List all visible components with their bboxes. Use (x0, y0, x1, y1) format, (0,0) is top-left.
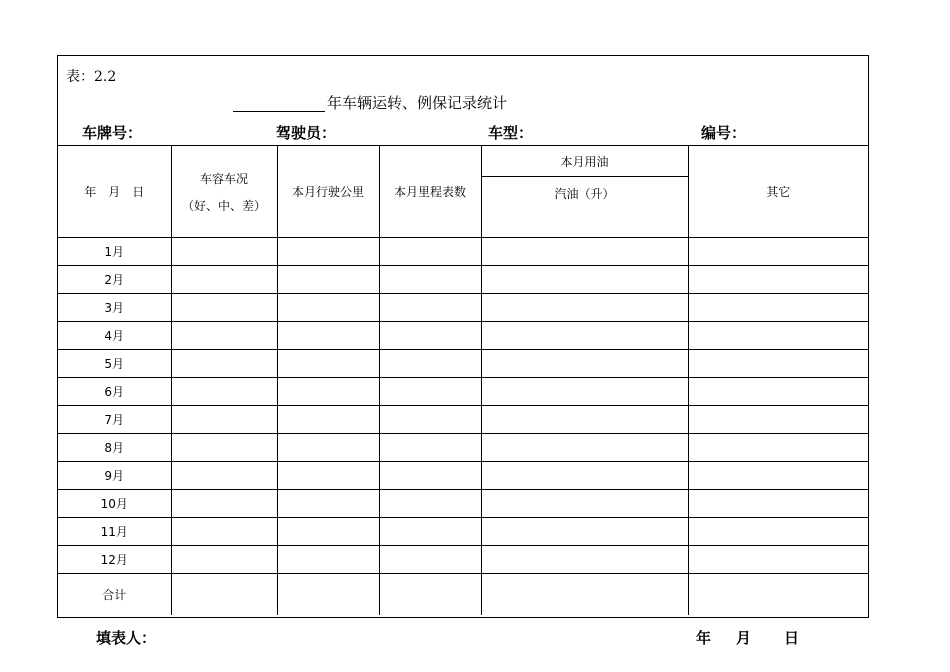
year-blank-line (233, 111, 325, 112)
data-cell[interactable] (171, 378, 277, 406)
data-cell[interactable] (379, 238, 481, 266)
total-row (58, 574, 868, 615)
footer-day: 日 (784, 629, 800, 647)
header-other: 其它 (688, 146, 868, 238)
total-label: 合计 (58, 574, 171, 615)
data-cell[interactable] (688, 406, 868, 434)
month-label: 6月 (58, 378, 171, 406)
data-cell[interactable] (277, 462, 379, 490)
month-label: 2月 (58, 266, 171, 294)
form-title: 年车辆运转、例保记录统计 (327, 94, 508, 112)
header-date: 年 月 日 (58, 146, 171, 238)
data-cell[interactable] (481, 518, 688, 546)
data-cell[interactable] (688, 322, 868, 350)
data-cell[interactable] (277, 378, 379, 406)
data-cell[interactable] (481, 490, 688, 518)
data-cell[interactable] (481, 322, 688, 350)
table-row (58, 518, 868, 546)
vehicle-model-label: 车型： (488, 124, 534, 142)
header-fuel-group: 本月用油 (481, 146, 688, 177)
statistics-form (57, 55, 869, 618)
data-cell[interactable] (688, 266, 868, 294)
data-cell[interactable] (688, 490, 868, 518)
table-row (58, 322, 868, 350)
data-cell[interactable] (379, 406, 481, 434)
data-cell[interactable] (277, 294, 379, 322)
month-label: 10月 (58, 490, 171, 518)
month-label: 9月 (58, 462, 171, 490)
data-cell[interactable] (688, 546, 868, 574)
month-label: 12月 (58, 546, 171, 574)
data-cell[interactable] (171, 434, 277, 462)
data-cell[interactable] (171, 518, 277, 546)
data-cell[interactable] (481, 462, 688, 490)
data-cell[interactable] (277, 238, 379, 266)
table-row (58, 406, 868, 434)
record-table (58, 145, 868, 615)
month-label: 7月 (58, 406, 171, 434)
data-cell[interactable] (379, 322, 481, 350)
table-row (58, 350, 868, 378)
header-km-month: 本月行驶公里 (277, 146, 379, 238)
data-cell[interactable] (481, 406, 688, 434)
data-cell[interactable] (171, 462, 277, 490)
table-row (58, 238, 868, 266)
table-row (58, 294, 868, 322)
data-cell[interactable] (481, 294, 688, 322)
plate-number-label: 车牌号： (82, 124, 143, 142)
data-cell[interactable] (277, 406, 379, 434)
data-cell[interactable] (481, 546, 688, 574)
data-cell[interactable] (171, 406, 277, 434)
data-cell[interactable] (688, 462, 868, 490)
data-cell[interactable] (277, 322, 379, 350)
footer-year: 年 (696, 629, 712, 647)
table-row (58, 462, 868, 490)
data-cell[interactable] (379, 378, 481, 406)
data-cell[interactable] (481, 434, 688, 462)
data-cell[interactable] (481, 238, 688, 266)
data-cell[interactable] (379, 546, 481, 574)
month-label: 11月 (58, 518, 171, 546)
header-gasoline: 汽油（升） (481, 177, 688, 238)
header-condition (171, 146, 277, 238)
data-cell[interactable] (481, 266, 688, 294)
month-label: 8月 (58, 434, 171, 462)
driver-label: 驾驶员： (276, 124, 337, 142)
data-cell[interactable] (277, 518, 379, 546)
header-condition-line1: 车容车况 (199, 171, 248, 186)
data-cell[interactable] (379, 266, 481, 294)
data-cell[interactable] (379, 518, 481, 546)
total-cell[interactable] (481, 574, 688, 615)
total-cell[interactable] (171, 574, 277, 615)
data-cell[interactable] (688, 294, 868, 322)
filler-label: 填表人： (96, 629, 157, 647)
data-cell[interactable] (379, 350, 481, 378)
table-row (58, 434, 868, 462)
data-cell[interactable] (277, 434, 379, 462)
data-cell[interactable] (171, 546, 277, 574)
header-condition-line2: （好、中、差） (181, 198, 266, 213)
data-cell[interactable] (688, 434, 868, 462)
data-cell[interactable] (688, 518, 868, 546)
month-label: 3月 (58, 294, 171, 322)
data-cell[interactable] (171, 266, 277, 294)
data-cell[interactable] (688, 238, 868, 266)
header-odometer: 本月里程表数 (379, 146, 481, 238)
total-cell[interactable] (379, 574, 481, 615)
data-cell[interactable] (379, 294, 481, 322)
table-row (58, 378, 868, 406)
footer-month: 月 (736, 629, 752, 647)
data-cell[interactable] (171, 490, 277, 518)
data-cell[interactable] (277, 266, 379, 294)
table-number: 表：2.2 (66, 69, 117, 85)
data-cell[interactable] (171, 238, 277, 266)
data-cell[interactable] (171, 322, 277, 350)
table-row (58, 546, 868, 574)
data-cell[interactable] (379, 490, 481, 518)
data-cell[interactable] (481, 350, 688, 378)
data-cell[interactable] (277, 490, 379, 518)
month-label: 4月 (58, 322, 171, 350)
month-label: 5月 (58, 350, 171, 378)
data-cell[interactable] (277, 546, 379, 574)
total-cell[interactable] (688, 574, 868, 615)
total-cell[interactable] (277, 574, 379, 615)
serial-number-label: 编号： (701, 124, 747, 142)
data-cell[interactable] (688, 378, 868, 406)
data-cell[interactable] (481, 378, 688, 406)
data-cell[interactable] (379, 462, 481, 490)
data-cell[interactable] (379, 434, 481, 462)
table-row (58, 490, 868, 518)
data-cell[interactable] (277, 350, 379, 378)
month-label: 1月 (58, 238, 171, 266)
data-cell[interactable] (688, 350, 868, 378)
data-cell[interactable] (171, 294, 277, 322)
data-cell[interactable] (171, 350, 277, 378)
table-row (58, 266, 868, 294)
